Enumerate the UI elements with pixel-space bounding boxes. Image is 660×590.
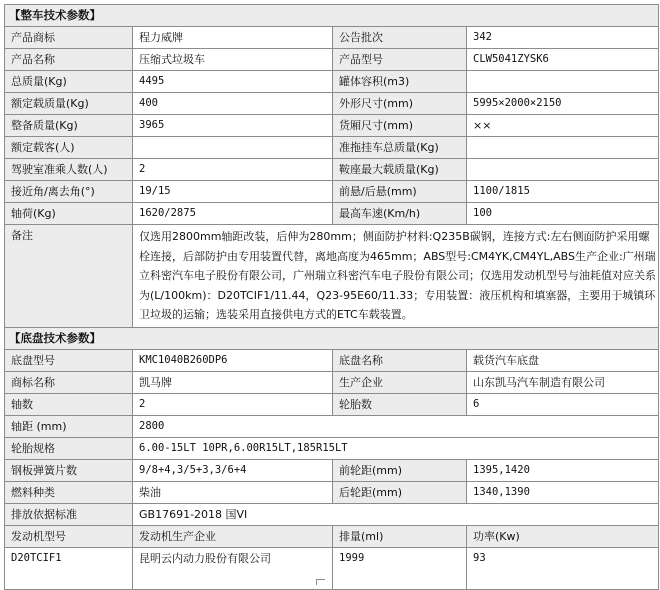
chassis-brand-label: 商标名称 (5, 371, 133, 393)
product-model-label: 产品型号 (333, 49, 467, 71)
table-row (5, 481, 659, 503)
tire-count-value: 6 (467, 393, 659, 415)
dimensions-value: 5995×2000×2150 (467, 93, 659, 115)
rear-track-value: 1340,1390 (467, 481, 659, 503)
table-row (5, 203, 659, 225)
engine-maker-header: 发动机生产企业 (133, 525, 333, 547)
tank-volume-value (467, 71, 659, 93)
table-row (5, 159, 659, 181)
table-row (5, 49, 659, 71)
max-speed-value: 100 (467, 203, 659, 225)
tire-spec-label: 轮胎规格 (5, 437, 133, 459)
table-row (5, 181, 659, 203)
table-row (5, 415, 659, 437)
table-row (5, 115, 659, 137)
total-mass-label: 总质量(Kg) (5, 71, 133, 93)
table-row (5, 137, 659, 159)
chassis-brand-value: 凯马牌 (133, 371, 333, 393)
angles-value: 19/15 (133, 181, 333, 203)
emission-value: GB17691-2018 国VI (133, 503, 659, 525)
engine-row (5, 547, 659, 589)
notes-row (5, 225, 659, 328)
curb-mass-value: 3965 (133, 115, 333, 137)
springs-value: 9/8+4,3/5+3,3/6+4 (133, 459, 333, 481)
spec-table (4, 4, 659, 590)
table-row (5, 93, 659, 115)
chassis-name-value: 载货汽车底盘 (467, 349, 659, 371)
cab-seats-label: 驾驶室准乘人数(人) (5, 159, 133, 181)
brand-label: 产品商标 (5, 27, 133, 49)
fuel-label: 燃料种类 (5, 481, 133, 503)
overhang-label: 前悬/后悬(mm) (333, 181, 467, 203)
product-name-value: 压缩式垃圾车 (133, 49, 333, 71)
saddle-load-label: 鞍座最大载质量(Kg) (333, 159, 467, 181)
table-row (5, 503, 659, 525)
vehicle-section-title: 【整车技术参数】 (5, 5, 659, 27)
angles-label: 接近角/离去角(°) (5, 181, 133, 203)
batch-label: 公告批次 (333, 27, 467, 49)
chassis-maker-label: 生产企业 (333, 371, 467, 393)
tire-count-label: 轮胎数 (333, 393, 467, 415)
notes-label: 备注 (5, 225, 133, 328)
table-row (5, 437, 659, 459)
overhang-value: 1100/1815 (467, 181, 659, 203)
brand-value: 程力威牌 (133, 27, 333, 49)
axle-load-label: 轴荷(Kg) (5, 203, 133, 225)
engine-model-value: D20TCIF1 (5, 547, 133, 589)
table-row (5, 371, 659, 393)
max-speed-label: 最高车速(Km/h) (333, 203, 467, 225)
fuel-value: 柴油 (133, 481, 333, 503)
saddle-load-value (467, 159, 659, 181)
table-row (5, 71, 659, 93)
product-name-label: 产品名称 (5, 49, 133, 71)
passengers-value (133, 137, 333, 159)
rated-load-value: 400 (133, 93, 333, 115)
tank-volume-label: 罐体容积(m3) (333, 71, 467, 93)
table-row (5, 27, 659, 49)
front-track-label: 前轮距(mm) (333, 459, 467, 481)
displacement-header: 排量(ml) (333, 525, 467, 547)
axles-value: 2 (133, 393, 333, 415)
notes-text: 仅选用2800mm轴距改装，后伸为280mm；侧面防护材料:Q235B碳钢，连接方式:左右侧面防护采用螺栓连接，后部防护由专用装置代替，离地高度为465mm；ABS型号:CM4YK,CM4YL,ABS生产企业:广州瑞立科密汽车电子股份有限公司，广州瑞立科密汽车电子股份有限公司；仅选用发动机型号与油耗值对应关系为(L/100km)：D20TCIF1/11.44，Q23-95E60/11.33；专用装置：液压机构和填塞器，主要用于城镇环卫垃圾的运输；选装采用直接供电方式的ETC车载装置。 (133, 225, 659, 328)
cab-seats-value: 2 (133, 159, 333, 181)
emission-label: 排放依据标准 (5, 503, 133, 525)
chassis-section-header (5, 327, 659, 349)
springs-label: 钢板弹簧片数 (5, 459, 133, 481)
power-header: 功率(Kw) (467, 525, 659, 547)
curb-mass-label: 整备质量(Kg) (5, 115, 133, 137)
rated-load-label: 额定载质量(Kg) (5, 93, 133, 115)
chassis-model-value: KMC1040B260DP6 (133, 349, 333, 371)
table-row (5, 349, 659, 371)
cargo-box-label: 货厢尺寸(mm) (333, 115, 467, 137)
table-row (5, 393, 659, 415)
cargo-box-value: ×× (467, 115, 659, 137)
passengers-label: 额定载客(人) (5, 137, 133, 159)
product-model-value: CLW5041ZYSK6 (467, 49, 659, 71)
total-mass-value: 4495 (133, 71, 333, 93)
front-track-value: 1395,1420 (467, 459, 659, 481)
table-continuation-edge (316, 579, 325, 585)
rear-track-label: 后轮距(mm) (333, 481, 467, 503)
vehicle-section-header (5, 5, 659, 27)
engine-maker-value: 昆明云内动力股份有限公司 (133, 547, 333, 589)
batch-value: 342 (467, 27, 659, 49)
wheelbase-value: 2800 (133, 415, 659, 437)
engine-model-header: 发动机型号 (5, 525, 133, 547)
chassis-name-label: 底盘名称 (333, 349, 467, 371)
axles-label: 轴数 (5, 393, 133, 415)
table-row (5, 459, 659, 481)
trailer-mass-value (467, 137, 659, 159)
trailer-mass-label: 准拖挂车总质量(Kg) (333, 137, 467, 159)
axle-load-value: 1620/2875 (133, 203, 333, 225)
wheelbase-label: 轴距 (mm) (5, 415, 133, 437)
displacement-value: 1999 (333, 547, 467, 589)
tire-spec-value: 6.00-15LT 10PR,6.00R15LT,185R15LT (133, 437, 659, 459)
chassis-maker-value: 山东凯马汽车制造有限公司 (467, 371, 659, 393)
dimensions-label: 外形尺寸(mm) (333, 93, 467, 115)
engine-header-row (5, 525, 659, 547)
power-value: 93 (467, 547, 659, 589)
chassis-model-label: 底盘型号 (5, 349, 133, 371)
chassis-section-title: 【底盘技术参数】 (5, 327, 659, 349)
